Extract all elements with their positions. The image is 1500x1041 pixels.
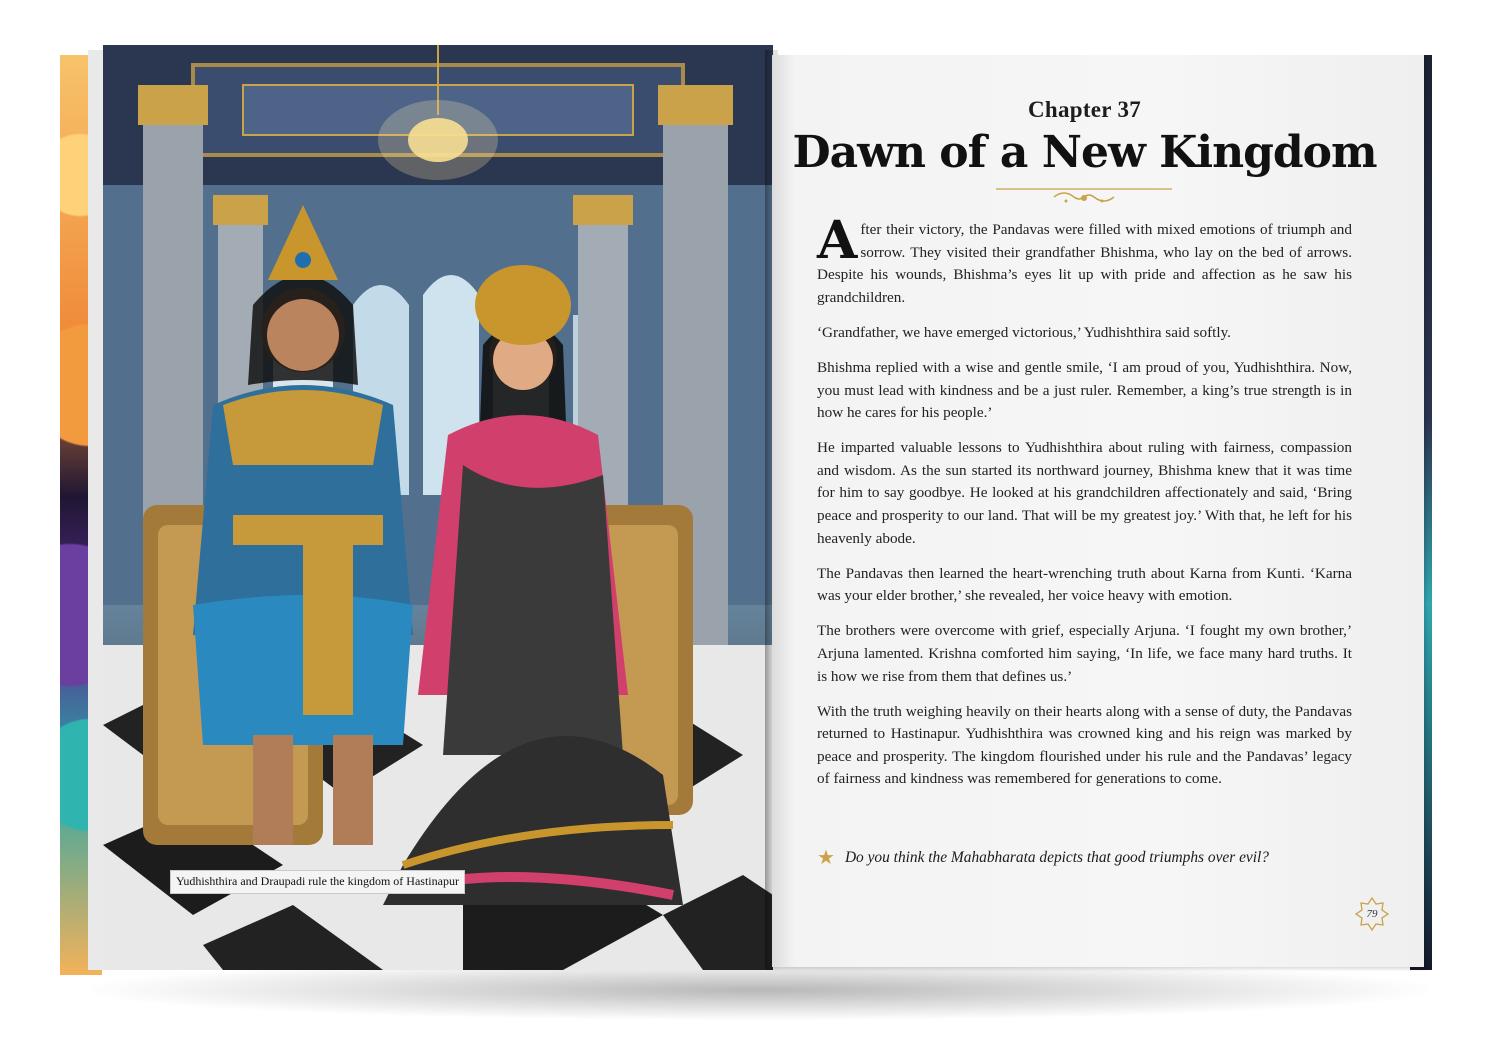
title-ornament-divider	[996, 183, 1172, 207]
paragraph-4: He imparted valuable lessons to Yudhishthira about ruling with fairness, compassion and wisdom. As the sun started its northward journey, Bhishma knew that it was time for him to say goodbye. He looked at his grandchildren affectionately and said, ‘Bring peace and prosperity to our land. That will be my greatest joy.’ With that, he left for his heavenly abode.	[817, 439, 1352, 547]
paragraph-1-text: fter their victory, the Pandavas were filled with mixed emotions of triumph and sorrow. They visited their grandfather Bhishma, who lay on the bed of arrows. Despite his wounds, Bhishma’s eyes lit up with pride and affection as he saw his grandchildren.	[817, 221, 1352, 306]
illustration-art	[103, 45, 773, 970]
right-page	[772, 55, 1424, 967]
paragraph-7: With the truth weighing heavily on their hearts along with a sense of duty, the Pandavas returned to Hastinapur. Yudhishthira was crowned king and his reign was marked by peace and prosperity. The kingdom flourished under his rule and the Pandavas’ legacy of fairness and kindness was remembered for generations to come.	[817, 702, 1352, 788]
chapter-body	[817, 210, 1352, 804]
page-number: 79	[1366, 908, 1378, 920]
page-number-badge	[1355, 897, 1389, 931]
question-text: Do you think the Mahabharata depicts that good triumphs over evil?	[844, 848, 1269, 866]
paragraph-6: The brothers were overcome with grief, especially Arjuna. ‘I fought my own brother,’ Arjuna lamented. Krishna comforted him saying, ‘In life, we face many hard truths. It is how we rise from them that defines us.’	[817, 622, 1352, 685]
paragraph-5: The Pandavas then learned the heart-wrenching truth about Karna from Kunti. ‘Karna was your elder brother,’ she revealed, her voice heavy with emotion.	[817, 564, 1352, 605]
paragraph-3: Bhishma replied with a wise and gentle smile, ‘I am proud of you, Yudhishthira. Now, you must lead with kindness and be a just ruler. Remember, a king’s true strength is in how he cares for his people.’	[817, 358, 1352, 422]
chapter-title: Dawn of a New Kingdom	[792, 127, 1377, 178]
star-icon: ★	[817, 847, 835, 869]
discussion-question	[817, 845, 1357, 870]
chapter-number: Chapter 37	[1027, 97, 1142, 122]
drop-cap: A	[817, 210, 858, 271]
paragraph-1	[817, 210, 1352, 309]
royal-couple-illustration	[103, 45, 773, 970]
paragraph-2: ‘Grandfather, we have emerged victorious,’ Yudhishthira said softly.	[817, 323, 1231, 341]
illustration-caption: Yudhishthira and Draupadi rule the kingdom of Hastinapur	[170, 870, 465, 894]
